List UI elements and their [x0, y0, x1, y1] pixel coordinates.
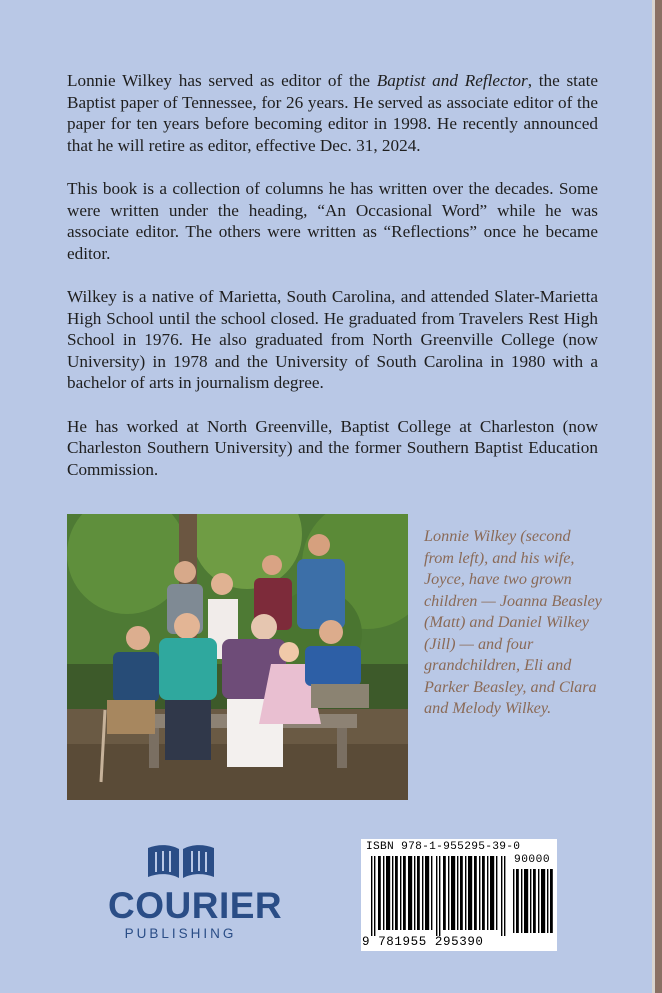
bio-paragraph-4: He has worked at North Greenville, Baptist College at Charleston (now Charleston Southern University) and the former Southern Baptist Education Commission. [67, 416, 598, 479]
author-bio [67, 70, 598, 502]
publisher-name: COURIER [108, 885, 283, 926]
isbn-text: ISBN 978-1-955295-39-0 [366, 841, 521, 853]
bio-paragraph-2: This book is a collection of columns he has written over the decades. Some were written under the heading, “An Occasional Word” while he was associate editor. The others were written as “Reflections” once he became editor. [67, 178, 598, 263]
bio-paragraph-3: Wilkey is a native of Marietta, South Carolina, and attended Slater-Marietta High School until the school closed. He graduated from Travelers Rest High School in 1976. He also graduated from North Greenville College (now University) in 1978 and the University of South Carolina in 1980 with a bachelor of arts in journalism degree. [67, 286, 598, 393]
spine-edge [652, 0, 662, 993]
publisher-subtitle: PUBLISHING [124, 926, 237, 941]
addon-barcode-bars [513, 869, 553, 933]
bio-p1-start: Lonnie Wilkey has served as editor of the [67, 71, 377, 90]
publisher-logo [108, 843, 283, 953]
photo-caption: Lonnie Wilkey (second from left), and his wife, Joyce, have two grown children — Joanna Beasley (Matt) and Daniel Wilkey (Jill) — and four grandchildren, Eli and Parker Beasley, and Clara and Melody Wilkey. [424, 527, 602, 717]
bio-p1-end: , the state Baptist paper of Tennessee, for 26 years. He served as associate editor of the paper for ten years before becoming editor in 1998. He recently announced that he will retire as editor, effective Dec. 31, 2024. [67, 71, 598, 155]
bio-paragraph-1 [67, 70, 598, 156]
publication-title: Baptist and Reflector [376, 71, 528, 90]
open-book-icon [146, 843, 216, 879]
family-photo [67, 514, 408, 800]
ean-digits: 9 781955 295390 [362, 935, 484, 949]
isbn-barcode [361, 839, 557, 951]
ean-barcode-bars [371, 856, 509, 936]
price-code: 90000 [514, 854, 551, 866]
